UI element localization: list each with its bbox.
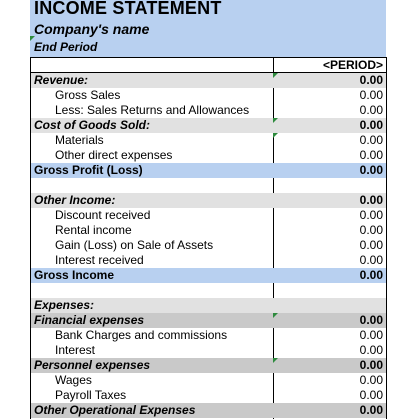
comment-marker-icon <box>273 73 278 78</box>
row-label: Materials <box>55 133 104 147</box>
section-other-income[interactable] <box>31 193 386 208</box>
row-label: Bank Charges and commissions <box>55 328 228 342</box>
row-value[interactable]: 0.00 <box>359 373 383 387</box>
row-value[interactable]: 0.00 <box>359 268 383 282</box>
total-gross-profit[interactable] <box>31 163 386 178</box>
statement-grid <box>30 57 387 419</box>
line-item[interactable] <box>31 133 386 148</box>
row-value[interactable]: 0.00 <box>359 253 383 267</box>
line-item[interactable] <box>31 148 386 163</box>
row-label: Other Operational Expenses <box>34 403 196 417</box>
subsection-financial-expenses[interactable] <box>31 313 386 328</box>
line-item[interactable] <box>31 238 386 253</box>
row-value[interactable]: 0.00 <box>359 223 383 237</box>
row-value[interactable]: 0.00 <box>359 343 383 357</box>
line-item[interactable] <box>31 88 386 103</box>
row-label: Cost of Goods Sold: <box>34 118 150 132</box>
row-label: Payroll Taxes <box>55 388 127 402</box>
row-value[interactable]: 0.00 <box>359 88 383 102</box>
row-value[interactable]: 0.00 <box>359 208 383 222</box>
row-value[interactable]: 0.00 <box>359 193 383 207</box>
period-column-header[interactable]: <PERIOD> <box>322 58 383 72</box>
row-value[interactable]: 0.00 <box>359 403 383 417</box>
row-label: Gross Income <box>34 268 115 282</box>
comment-marker-icon <box>30 36 35 41</box>
subsection-personnel-expenses[interactable] <box>31 358 386 373</box>
income-statement-sheet <box>30 0 386 418</box>
row-label: Gain (Loss) on Sale of Assets <box>55 238 214 252</box>
line-item[interactable] <box>31 343 386 358</box>
row-value[interactable]: 0.00 <box>359 313 383 327</box>
comment-marker-icon <box>273 358 278 363</box>
line-item[interactable] <box>31 208 386 223</box>
row-value[interactable]: 0.00 <box>359 118 383 132</box>
line-item[interactable] <box>31 253 386 268</box>
section-expenses[interactable] <box>31 298 386 313</box>
total-gross-income[interactable] <box>31 268 386 283</box>
line-item[interactable] <box>31 328 386 343</box>
row-label: Other direct expenses <box>55 148 173 162</box>
row-label: Wages <box>55 373 92 387</box>
row-label: Financial expenses <box>34 313 145 327</box>
row-label: Interest received <box>55 253 144 267</box>
row-label: Rental income <box>55 223 132 237</box>
row-value[interactable]: 0.00 <box>359 73 383 87</box>
row-value[interactable]: 0.00 <box>359 163 383 177</box>
row-value[interactable]: 0.00 <box>359 238 383 252</box>
row-label: Other Income: <box>34 193 116 207</box>
row-label: Revenue: <box>34 73 89 87</box>
blank-row <box>31 178 386 193</box>
line-item[interactable] <box>31 388 386 403</box>
row-value[interactable]: 0.00 <box>359 388 383 402</box>
row-value[interactable]: 0.00 <box>359 133 383 147</box>
blank-row <box>31 283 386 298</box>
company-name[interactable]: Company's name <box>34 21 150 37</box>
row-value[interactable]: 0.00 <box>359 103 383 117</box>
period-header-row <box>31 58 386 73</box>
row-label: Personnel expenses <box>34 358 151 372</box>
statement-title: INCOME STATEMENT <box>34 0 222 18</box>
row-label: Gross Sales <box>55 88 121 102</box>
line-item[interactable] <box>31 103 386 118</box>
line-item[interactable] <box>31 223 386 238</box>
end-period[interactable]: End Period <box>34 40 98 54</box>
line-item[interactable] <box>31 373 386 388</box>
comment-marker-icon <box>273 118 278 123</box>
comment-marker-icon <box>273 313 278 318</box>
subsection-other-operational-expenses[interactable] <box>31 403 386 418</box>
row-label: Discount received <box>55 208 151 222</box>
comment-marker-icon <box>273 133 278 138</box>
row-label: Less: Sales Returns and Allowances <box>55 103 250 117</box>
statement-header <box>30 0 386 57</box>
section-revenue[interactable] <box>31 73 386 88</box>
row-value[interactable]: 0.00 <box>359 328 383 342</box>
row-label: Expenses: <box>34 298 95 312</box>
row-label: Interest <box>55 343 96 357</box>
row-label: Gross Profit (Loss) <box>34 163 143 177</box>
row-value[interactable]: 0.00 <box>359 148 383 162</box>
section-cost-of-goods[interactable] <box>31 118 386 133</box>
row-value[interactable]: 0.00 <box>359 358 383 372</box>
